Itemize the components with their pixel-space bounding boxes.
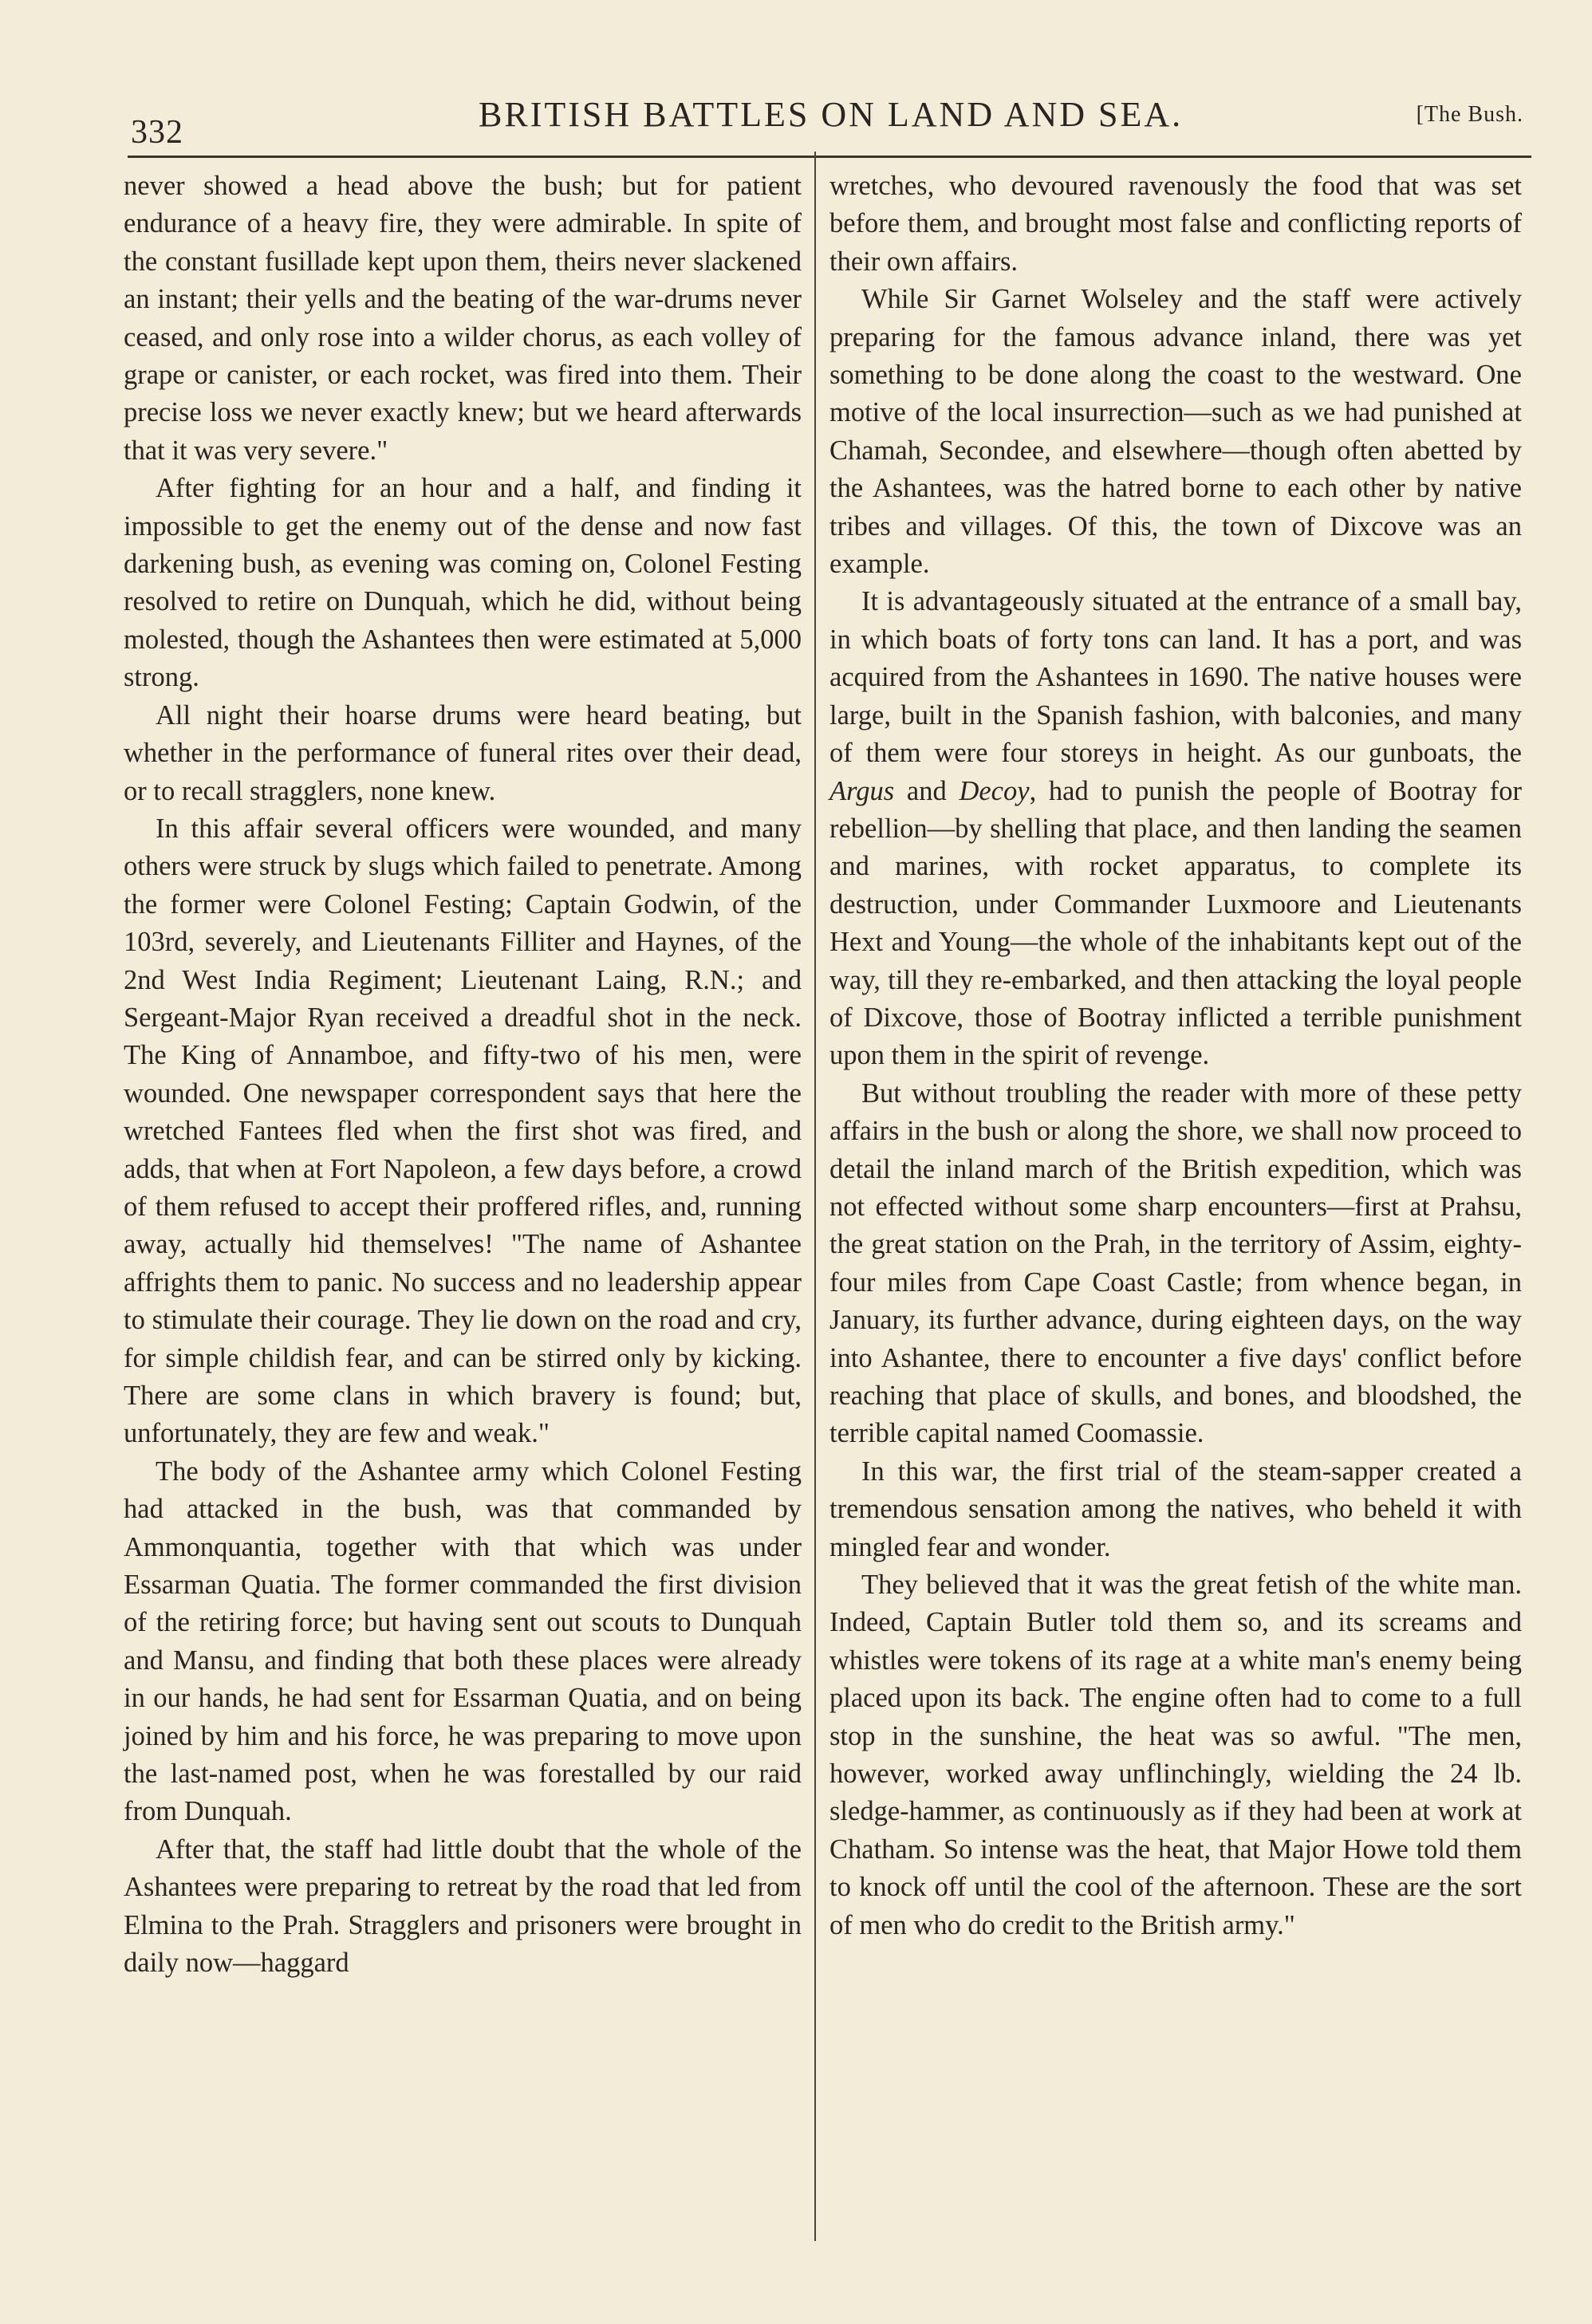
right-column xyxy=(829,167,1522,1944)
paragraph: After fighting for an hour and a half, and finding it impossible to get the enemy out of the dense and now fast darkening bush, as evening was coming on, Colonel Festing resolved to retire on Dunquah, which he did, without being molested, though the Ashantees then were estimated at 5,000 strong. xyxy=(124,473,802,693)
paragraph: All night their hoarse drums were heard beating, but whether in the performance of funeral rites over their dead, or to recall stragglers, none knew. xyxy=(124,699,802,806)
ship-name-argus: Argus xyxy=(829,775,895,806)
column-divider xyxy=(814,152,816,2241)
paragraph: While Sir Garnet Wolseley and the staff were actively preparing for the famous advance inland, there was yet something to be done along the coast to the westward. One motive of the local insurrection—such as we had punished at Chamah, Secondee, and elsewhere—though often abetted by the Ashantees, was the hatred borne to each other by native tribes and villages. Of this, the town of Dixcove was an example. xyxy=(829,284,1522,580)
paragraph: In this affair several officers were wounded, and many others were struck by slugs which failed to penetrate. Among the former were Colonel Festing; Captain Godwin, of the 103rd, severely, and Lieutenants Filliter and Haynes, of the 2nd West India Regiment; Lieutenant Laing, R.N.; and Sergeant-Major Ryan received a dreadful shot in the neck. The King of Annamboe, and fifty-two of his men, were wounded. One newspaper correspondent says that here the wretched Fantees fled when the first shot was fired, and adds, that when at Fort Napoleon, a few days before, a crowd of them refused to accept their proffered rifles, and, running away, actually hid themselves! "The name of Ashantee affrights them to panic. No success and no leadership appear to stimulate their courage. They lie down on the road and cry, for simple childish fear, and can be stirred only by kicking. There are some clans in which bravery is found; but, unfortunately, they are few and weak." xyxy=(124,813,802,1449)
ship-name-decoy: Decoy xyxy=(959,775,1030,806)
paragraph: After that, the staff had little doubt that the whole of the Ashantees were preparing to retreat by the road that led from Elmina to the Prah. Stragglers and prisoners were brought in daily now—haggard xyxy=(124,1834,802,1979)
paragraph: In this war, the first trial of the steam-sapper created a tremendous sensation among the natives, who beheld it with mingled fear and wonder. xyxy=(829,1455,1522,1562)
paragraph xyxy=(829,583,1522,1074)
page-number: 332 xyxy=(131,114,183,151)
text-run: and xyxy=(894,775,960,806)
paragraph: The body of the Ashantee army which Colonel Festing had attacked in the bush, was that commanded by Ammonquantia, together with that which was under Essarman Quatia. The former commanded the first division of the retiring force; but having sent out scouts to Dunquah and Mansu, and finding that both these places were already in our hands, he had sent for Essarman Quatia, and on being joined by him and his force, he was preparing to move upon the last-named post, when he was forestalled by our raid from Dunquah. xyxy=(124,1455,802,1827)
paragraph: They believed that it was the great fetish of the white man. Indeed, Captain Butler told them so, and its screams and whistles were tokens of its rage at a white man's enemy being placed upon its back. The engine often had to come to a full stop in the sunshine, the heat was so awful. "The men, however, worked away unflinchingly, wielding the 24 lb. sledge-hammer, as continuously as if they had been at work at Chatham. So intense was the heat, that Major Howe told them to knock off until the cool of the afternoon. These are the sort of men who do credit to the British army." xyxy=(829,1570,1522,1940)
paragraph: never showed a head above the bush; but for patient endurance of a heavy fire, they were admirable. In spite of the constant fusillade kept upon them, theirs never slackened an instant; their yells and the beating of the war-drums never ceased, and only rose into a wilder chorus, as each volley of grape or canister, or each rocket, was fired into them. Their precise loss we never exactly knew; but we heard afterwards that it was very severe." xyxy=(124,171,802,466)
left-column xyxy=(124,167,802,1983)
text-run: , had to punish the people of Bootray for rebellion—by shelling that place, and then landing the seamen and marines, with rocket apparatus, to complete its destruction, under Commander Luxmoore and Lieutenants Hext and Young—the whole of the inhabitants kept out of the way, till they re-embarked, and then attacking the loyal people of Dixcove, those of Bootray inflicted a terrible punishment upon them in the spirit of revenge. xyxy=(829,775,1522,1071)
running-title: BRITISH BATTLES ON LAND AND SEA. xyxy=(479,95,1184,134)
header-rule xyxy=(128,156,1531,158)
paragraph: wretches, who devoured ravenously the food that was set before them, and brought most false and conflicting reports of their own affairs. xyxy=(829,171,1522,277)
text-run: It is advantageously situated at the entrance of a small bay, in which boats of forty tons can land. It has a port, and was acquired from the Ashantees in 1690. The native houses were large, built in the Spanish fashion, with balconies, and many of them were four storeys in height. As our gunboats, the xyxy=(829,586,1522,769)
section-tag: [The Bush. xyxy=(1416,102,1523,127)
paragraph: But without troubling the reader with more of these petty affairs in the bush or along the shore, we shall now proceed to detail the inland march of the British expedition, which was not effected without some sharp encounters—first at Prahsu, the great station on the Prah, in the territory of Assim, eighty-four miles from Cape Coast Castle; from whence began, in January, its further advance, during eighteen days, on the way into Ashantee, there to encounter a five days' conflict before reaching that place of skulls, and bones, and bloodshed, the terrible capital named Coomassie. xyxy=(829,1077,1522,1449)
page-header xyxy=(128,89,1531,153)
